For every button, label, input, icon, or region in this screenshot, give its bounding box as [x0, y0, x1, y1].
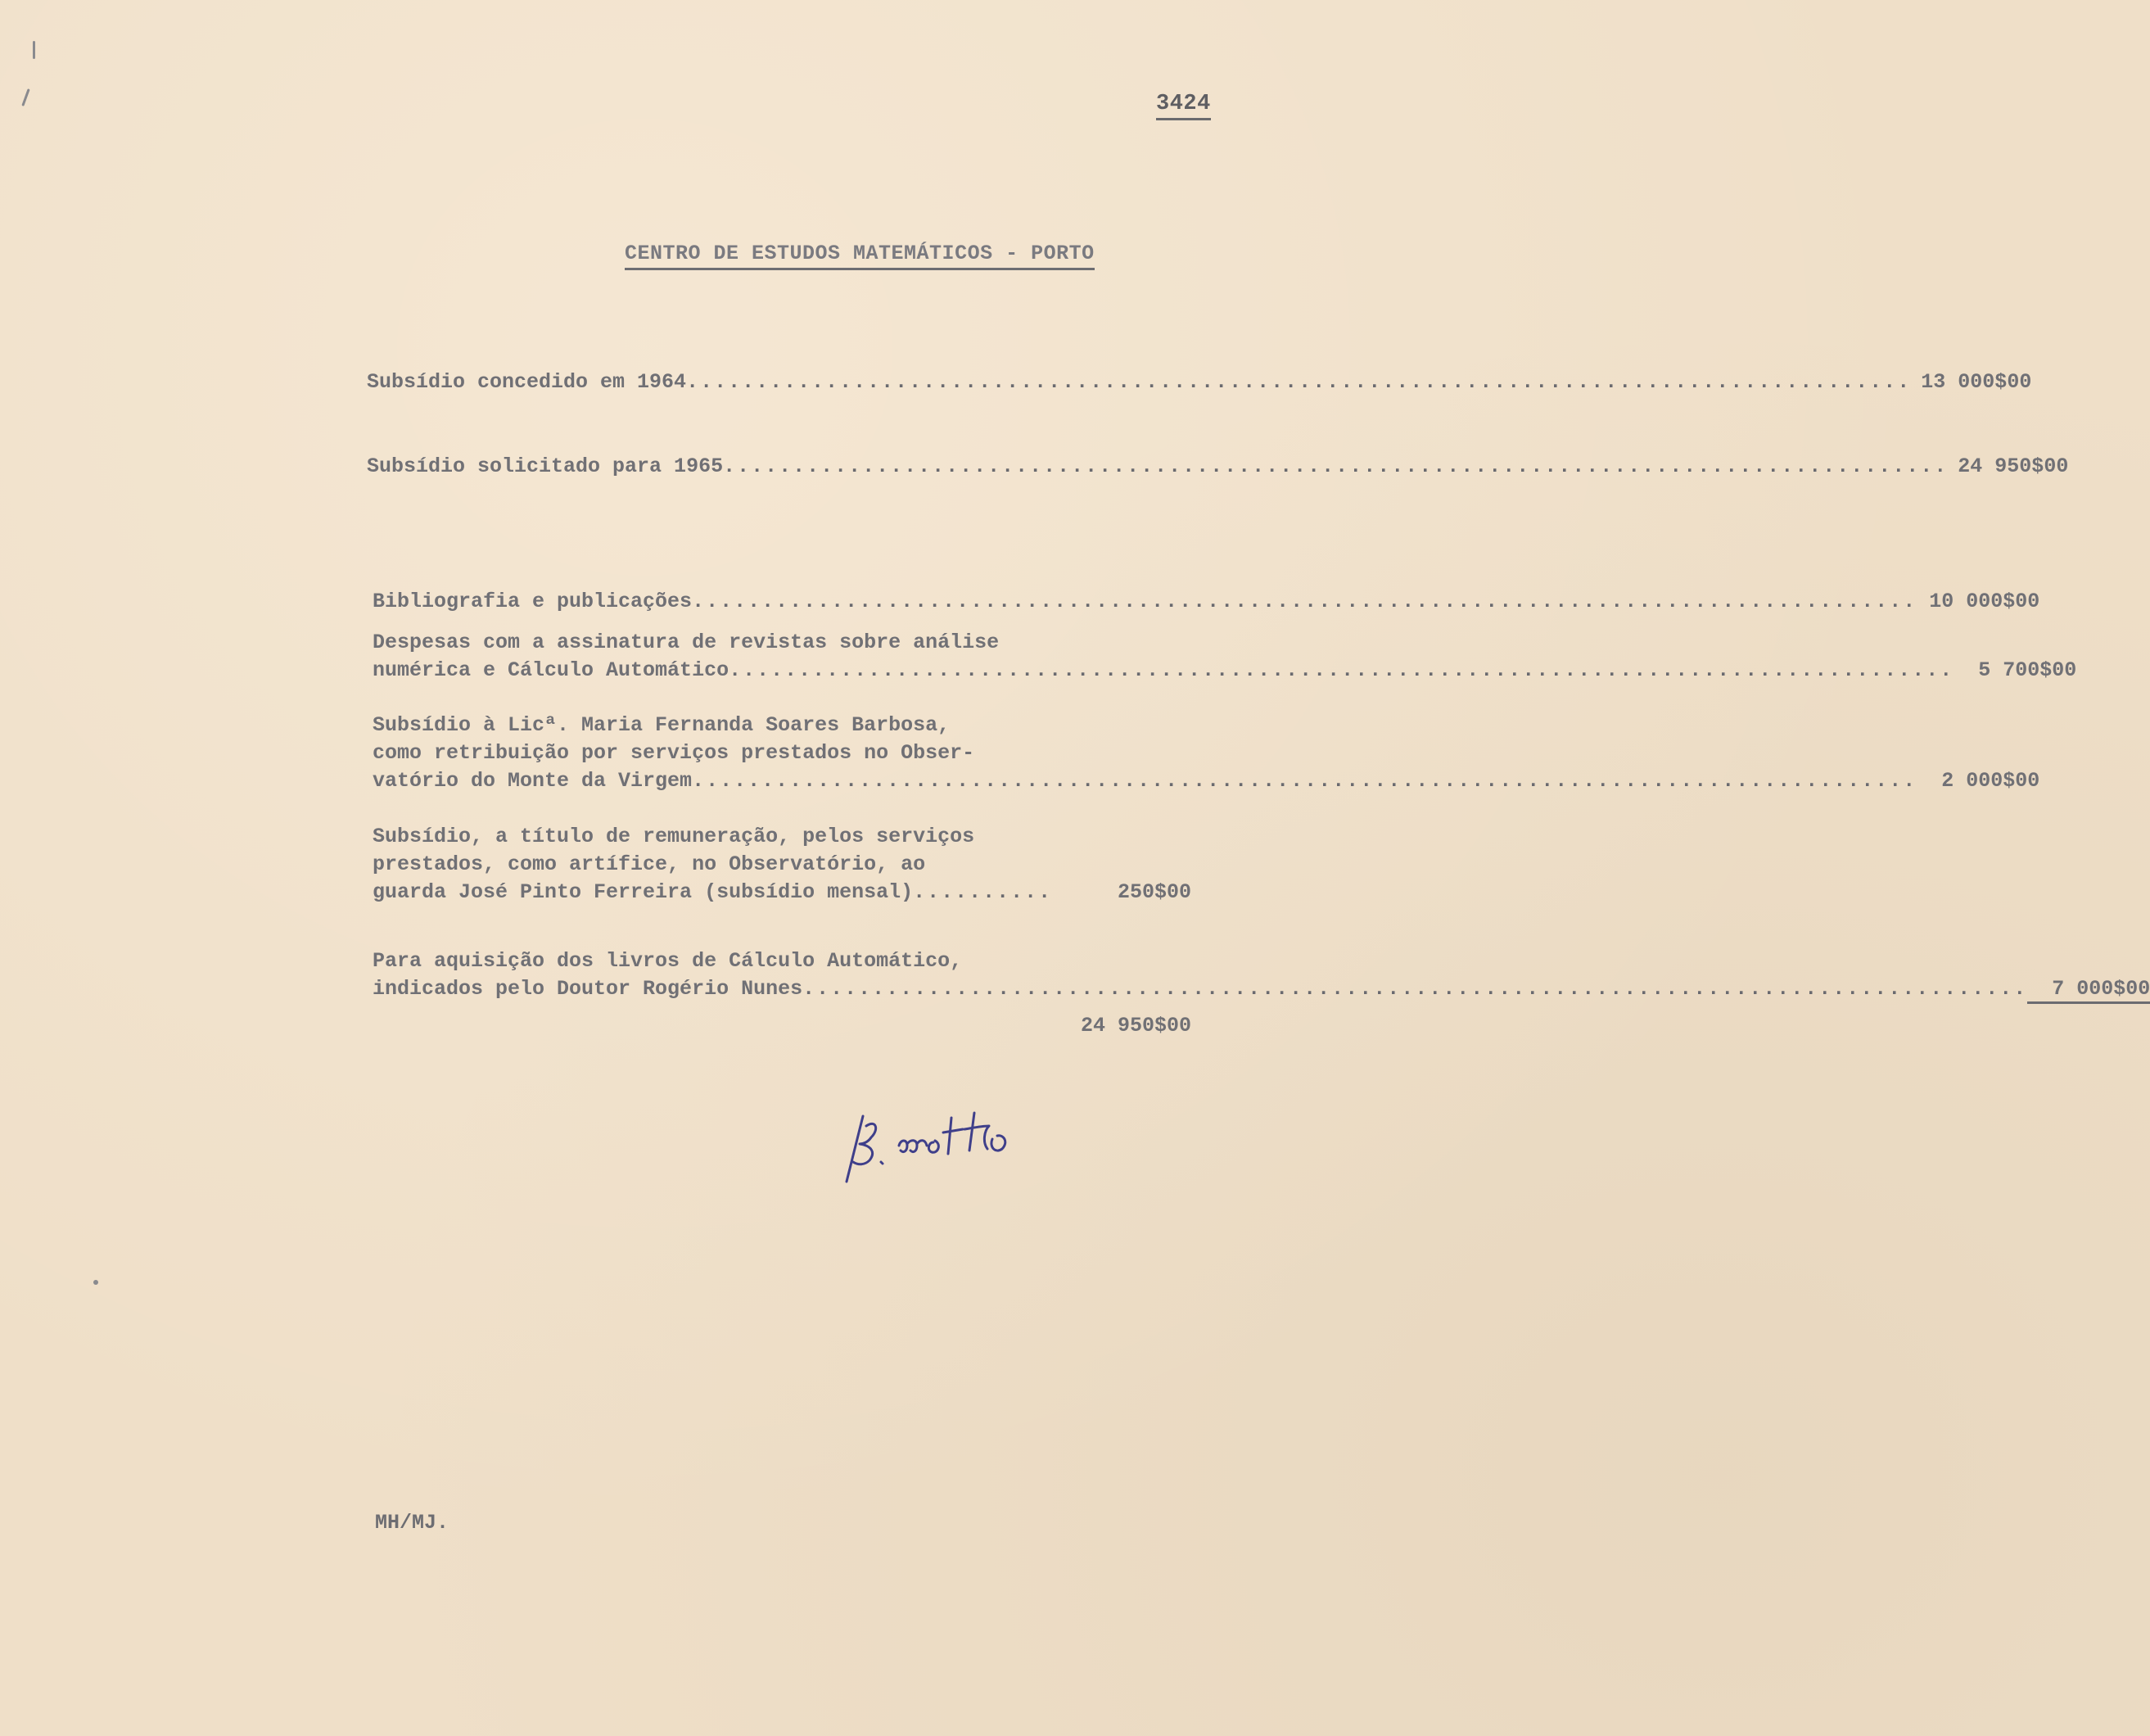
signature-icon: [843, 1101, 1089, 1191]
item-text: Despesas com a assinatura de revistas sobre análise: [373, 631, 1000, 654]
total-amount: 24 950$00: [1080, 1014, 1191, 1038]
dot-leader: ........................................................................................: [692, 590, 1917, 613]
item-amount: 7 000$00: [2027, 977, 2150, 1004]
page-number: 3424: [1156, 92, 1211, 120]
summary-requested-1965: [367, 454, 2069, 478]
margin-mark: [33, 41, 35, 59]
item-amount: 5 700$00: [1978, 658, 2077, 682]
item-amount: 250$00: [1117, 880, 1191, 904]
item-text: numérica e Cálculo Automático: [373, 658, 729, 682]
dot-leader: ..........: [913, 880, 1053, 904]
item-text: indicados pelo Doutor Rogério Nunes: [373, 977, 803, 1001]
item-amount: 2 000$00: [1941, 769, 2040, 793]
item-text: Subsídio, a título de remuneração, pelos serviços: [373, 825, 975, 848]
summary-amount: 24 950$00: [1958, 454, 2069, 478]
item-text: prestados, como artífice, no Observatório, ao: [373, 852, 926, 876]
item-text: Para aquisição dos livros de Cálculo Automático,: [373, 949, 963, 973]
handwritten-signature: [843, 1101, 1089, 1191]
summary-granted-1964: [367, 370, 2032, 394]
budget-item: [373, 629, 2077, 685]
typist-initials: MH/MJ.: [375, 1511, 449, 1535]
item-text: Subsídio à Licª. Maria Fernanda Soares Barbosa,: [373, 713, 951, 737]
page-title: CENTRO DE ESTUDOS MATEMÁTICOS - PORTO: [625, 242, 1095, 270]
item-text: Bibliografia e publicações: [373, 590, 693, 613]
budget-item: [373, 823, 1191, 906]
item-text: como retribuição por serviços prestados no Obser-: [373, 741, 975, 765]
dot-leader: ........................................................................................: [802, 977, 2028, 1001]
item-amount: 10 000$00: [1929, 590, 2040, 613]
budget-item: [373, 947, 2150, 1003]
margin-mark: [93, 1280, 98, 1285]
item-text: guarda José Pinto Ferreira (subsídio mensal): [373, 880, 914, 904]
dot-leader: ........................................................................................: [723, 454, 1949, 478]
item-text: vatório do Monte da Virgem: [373, 769, 693, 793]
dot-leader: ........................................................................................: [729, 658, 1954, 682]
budget-item: [373, 712, 2040, 795]
summary-label: Subsídio concedido em 1964: [367, 370, 687, 394]
margin-mark: [21, 88, 29, 106]
summary-label: Subsídio solicitado para 1965: [367, 454, 724, 478]
summary-amount: 13 000$00: [1921, 370, 2032, 394]
dot-leader: ........................................................................................: [692, 769, 1917, 793]
budget-item: [373, 588, 2040, 616]
dot-leader: ........................................................................................: [686, 370, 1912, 394]
